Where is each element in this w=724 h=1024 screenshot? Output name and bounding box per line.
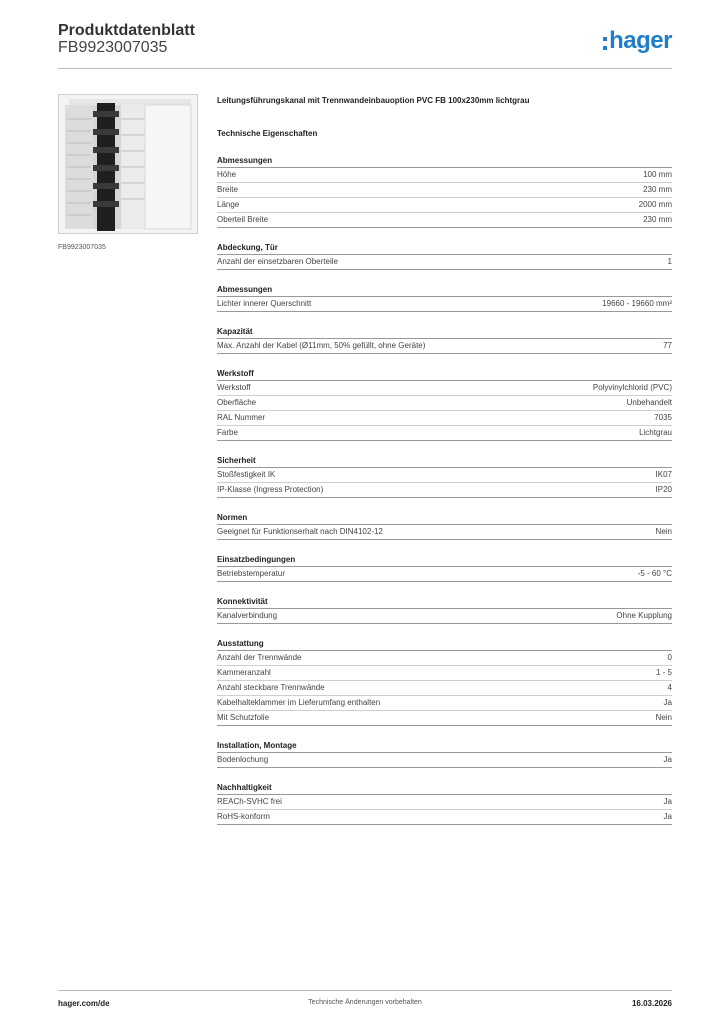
product-description: Leitungsführungskanal mit Trennwandeinbauoption PVC FB 100x230mm lichtgrau — [217, 96, 530, 105]
property-label: Mit Schutzfolie — [217, 713, 270, 722]
property-row — [217, 213, 672, 228]
property-value: Unbehandelt — [626, 398, 672, 407]
logo-colon-icon — [603, 37, 607, 50]
property-value: Ja — [663, 812, 672, 821]
property-value: IK07 — [655, 470, 672, 479]
logo-text: hager — [609, 27, 672, 54]
property-value: Lichtgrau — [639, 428, 672, 437]
property-value: Ja — [663, 698, 672, 707]
property-row — [217, 468, 672, 483]
product-details — [217, 95, 672, 825]
property-section — [217, 242, 672, 270]
section-title: Ausstattung — [217, 638, 672, 651]
property-value: IP20 — [655, 485, 672, 494]
footer-disclaimer: Technische Änderungen vorbehalten — [308, 999, 422, 1006]
image-caption: FB9923007035 — [58, 244, 106, 251]
property-label: Werkstoff — [217, 383, 251, 392]
property-row — [217, 396, 672, 411]
property-row — [217, 198, 672, 213]
property-label: Bodenlochung — [217, 755, 269, 764]
property-value: Ja — [663, 797, 672, 806]
property-section — [217, 326, 672, 354]
property-row — [217, 666, 672, 681]
property-section — [217, 782, 672, 825]
property-label: Oberteil Breite — [217, 215, 269, 224]
property-value: 1 — [667, 257, 672, 266]
section-title: Abmessungen — [217, 155, 672, 168]
property-label: Farbe — [217, 428, 238, 437]
document-title: Produktdatenblatt — [58, 22, 195, 39]
footer-website[interactable]: hager.com/de — [58, 999, 110, 1008]
property-row — [217, 681, 672, 696]
property-label: Stoßfestigkeit IK — [217, 470, 276, 479]
property-label: Kammeranzahl — [217, 668, 271, 677]
property-value: 2000 mm — [638, 200, 672, 209]
section-title: Konnektivität — [217, 596, 672, 609]
property-row — [217, 711, 672, 726]
property-value: 230 mm — [643, 215, 672, 224]
property-value: 0 — [667, 653, 672, 662]
property-section — [217, 740, 672, 768]
document-number: FB9923007035 — [58, 39, 168, 56]
property-section — [217, 284, 672, 312]
property-row — [217, 567, 672, 582]
property-label: Kanalverbindung — [217, 611, 278, 620]
property-label: IP-Klasse (Ingress Protection) — [217, 485, 324, 494]
property-label: RoHS-konform — [217, 812, 270, 821]
property-row — [217, 339, 672, 354]
property-value: 7035 — [654, 413, 672, 422]
property-row — [217, 411, 672, 426]
property-row — [217, 483, 672, 498]
section-title: Kapazität — [217, 326, 672, 339]
section-title: Normen — [217, 512, 672, 525]
section-title: Nachhaltigkeit — [217, 782, 672, 795]
property-label: Anzahl der einsetzbaren Oberteile — [217, 257, 338, 266]
property-row — [217, 795, 672, 810]
property-value: 100 mm — [643, 170, 672, 179]
property-value: 230 mm — [643, 185, 672, 194]
property-label: Betriebstemperatur — [217, 569, 286, 578]
property-row — [217, 381, 672, 396]
properties-sections — [217, 155, 672, 825]
property-section — [217, 155, 672, 228]
section-title: Einsatzbedingungen — [217, 554, 672, 567]
property-section — [217, 512, 672, 540]
section-title: Werkstoff — [217, 368, 672, 381]
property-label: Geeignet für Funktionserhalt nach DIN4102-12 — [217, 527, 383, 536]
property-value: Nein — [655, 527, 672, 536]
property-row — [217, 525, 672, 540]
product-image — [58, 94, 198, 234]
section-title: Abdeckung, Tür — [217, 242, 672, 255]
property-value: Polyvinylchlorid (PVC) — [592, 383, 672, 392]
properties-heading: Technische Eigenschaften — [217, 129, 318, 138]
property-label: Länge — [217, 200, 240, 209]
property-section — [217, 638, 672, 726]
section-title: Installation, Montage — [217, 740, 672, 753]
property-value: 1 - 5 — [655, 668, 672, 677]
property-section — [217, 596, 672, 624]
property-value: 4 — [667, 683, 672, 692]
property-section — [217, 368, 672, 441]
property-section — [217, 554, 672, 582]
property-row — [217, 426, 672, 441]
property-value: Ja — [663, 755, 672, 764]
section-title: Abmessungen — [217, 284, 672, 297]
property-row — [217, 297, 672, 312]
property-row — [217, 255, 672, 270]
property-label: RAL Nummer — [217, 413, 266, 422]
property-row — [217, 168, 672, 183]
property-label: Kabelhalteklammer im Lieferumfang enthalten — [217, 698, 381, 707]
property-value: Ohne Kupplung — [616, 611, 672, 620]
hager-logo — [603, 28, 672, 54]
property-value: Nein — [655, 713, 672, 722]
page-header — [58, 22, 672, 69]
property-value: 19660 - 19660 mm² — [602, 299, 672, 308]
cable-duct-illustration — [59, 95, 197, 233]
property-value: 77 — [663, 341, 672, 350]
property-row — [217, 609, 672, 624]
property-label: Lichter innerer Querschnitt — [217, 299, 312, 308]
property-section — [217, 455, 672, 498]
property-row — [217, 651, 672, 666]
property-label: Breite — [217, 185, 238, 194]
footer-date: 16.03.2026 — [631, 999, 672, 1008]
page-footer — [58, 990, 672, 1015]
property-label: REACh-SVHC frei — [217, 797, 282, 806]
property-value: -5 - 60 °C — [637, 569, 672, 578]
property-label: Anzahl steckbare Trennwände — [217, 683, 325, 692]
property-label: Max. Anzahl der Kabel (Ø11mm, 50% gefüllt, ohne Geräte) — [217, 341, 426, 350]
property-label: Anzahl der Trennwände — [217, 653, 302, 662]
property-label: Oberfläche — [217, 398, 257, 407]
property-row — [217, 753, 672, 768]
property-row — [217, 183, 672, 198]
property-row — [217, 696, 672, 711]
section-title: Sicherheit — [217, 455, 672, 468]
property-row — [217, 810, 672, 825]
property-label: Höhe — [217, 170, 237, 179]
